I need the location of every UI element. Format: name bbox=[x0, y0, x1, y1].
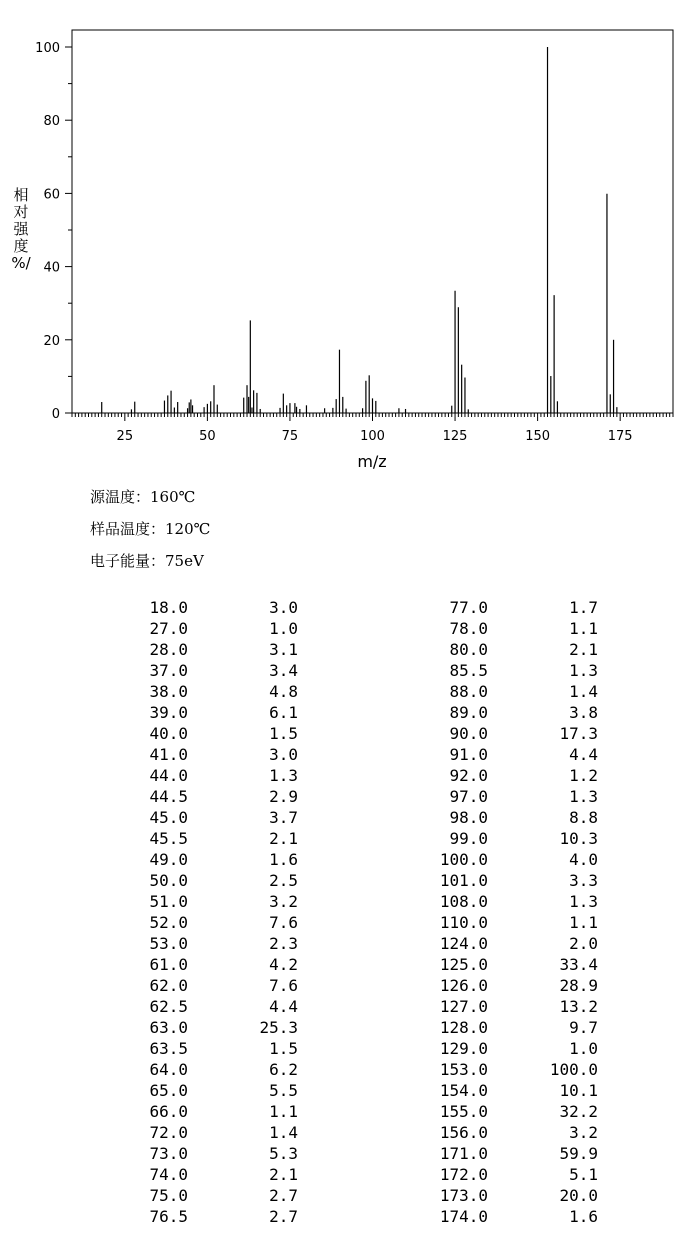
mz-cell: 75.0 bbox=[149, 1186, 188, 1205]
mz-cell: 37.0 bbox=[149, 661, 188, 680]
table-row bbox=[0, 787, 696, 808]
mz-cell: 124.0 bbox=[439, 934, 488, 953]
mz-cell: 101.0 bbox=[439, 871, 488, 890]
mz-cell: 171.0 bbox=[439, 1144, 488, 1163]
intensity-cell: 1.4 bbox=[569, 682, 598, 701]
intensity-cell: 28.9 bbox=[559, 976, 598, 995]
intensity-cell: 1.1 bbox=[569, 913, 598, 932]
intensity-cell: 1.0 bbox=[269, 619, 298, 638]
mass-spectrum-chart bbox=[0, 0, 696, 480]
mz-cell: 100.0 bbox=[439, 850, 488, 869]
table-row bbox=[0, 1039, 696, 1060]
intensity-cell: 2.5 bbox=[269, 871, 298, 890]
mz-cell: 98.0 bbox=[449, 808, 488, 827]
intensity-cell: 1.5 bbox=[269, 1039, 298, 1058]
intensity-cell: 17.3 bbox=[559, 724, 598, 743]
intensity-cell: 3.8 bbox=[569, 703, 598, 722]
mz-cell: 108.0 bbox=[439, 892, 488, 911]
mz-cell: 74.0 bbox=[149, 1165, 188, 1184]
mz-cell: 127.0 bbox=[439, 997, 488, 1016]
mz-cell: 62.0 bbox=[149, 976, 188, 995]
table-row bbox=[0, 955, 696, 976]
intensity-cell: 1.3 bbox=[569, 661, 598, 680]
mz-cell: 110.0 bbox=[439, 913, 488, 932]
mz-cell: 77.0 bbox=[449, 598, 488, 617]
y-tick-label: 80 bbox=[43, 114, 60, 130]
table-row bbox=[0, 619, 696, 640]
x-tick-label: 100 bbox=[360, 429, 385, 444]
mz-cell: 72.0 bbox=[149, 1123, 188, 1142]
table-row bbox=[0, 1018, 696, 1039]
intensity-cell: 2.1 bbox=[569, 640, 598, 659]
table-row bbox=[0, 1186, 696, 1207]
mz-cell: 64.0 bbox=[149, 1060, 188, 1079]
mz-cell: 80.0 bbox=[449, 640, 488, 659]
x-tick-label: 150 bbox=[525, 429, 551, 444]
intensity-cell: 25.3 bbox=[259, 1018, 298, 1037]
mz-cell: 126.0 bbox=[439, 976, 488, 995]
intensity-cell: 3.0 bbox=[269, 598, 298, 617]
y-tick-label: 20 bbox=[43, 333, 60, 349]
intensity-cell: 1.3 bbox=[569, 892, 598, 911]
y-axis-label-char: 相 bbox=[13, 186, 29, 204]
intensity-cell: 100.0 bbox=[549, 1060, 598, 1079]
intensity-cell: 33.4 bbox=[559, 955, 598, 974]
y-axis-label-char: %/ bbox=[11, 254, 31, 272]
y-tick-label: 60 bbox=[43, 187, 60, 203]
mz-cell: 172.0 bbox=[439, 1165, 488, 1184]
mz-cell: 40.0 bbox=[149, 724, 188, 743]
intensity-cell: 3.3 bbox=[569, 871, 598, 890]
mz-cell: 49.0 bbox=[149, 850, 188, 869]
y-tick-label: 40 bbox=[43, 260, 60, 276]
x-tick-label: 125 bbox=[442, 429, 468, 444]
intensity-cell: 59.9 bbox=[559, 1144, 598, 1163]
mz-cell: 173.0 bbox=[439, 1186, 488, 1205]
mz-cell: 154.0 bbox=[439, 1081, 488, 1100]
intensity-cell: 1.3 bbox=[569, 787, 598, 806]
mz-cell: 27.0 bbox=[149, 619, 188, 638]
condition-line: 样品温度：120℃ bbox=[90, 520, 211, 538]
intensity-cell: 3.2 bbox=[569, 1123, 598, 1142]
intensity-cell: 3.4 bbox=[269, 661, 298, 680]
intensity-cell: 7.6 bbox=[269, 913, 298, 932]
condition-line: 电子能量：75eV bbox=[90, 552, 204, 570]
mz-cell: 90.0 bbox=[449, 724, 488, 743]
table-row bbox=[0, 934, 696, 955]
mz-cell: 129.0 bbox=[439, 1039, 488, 1058]
intensity-cell: 10.1 bbox=[559, 1081, 598, 1100]
intensity-cell: 8.8 bbox=[569, 808, 598, 827]
mz-cell: 45.5 bbox=[149, 829, 188, 848]
y-tick-label: 100 bbox=[35, 41, 60, 56]
x-tick-label: 50 bbox=[199, 429, 216, 444]
mz-cell: 128.0 bbox=[439, 1018, 488, 1037]
intensity-cell: 3.0 bbox=[269, 745, 298, 764]
intensity-cell: 2.7 bbox=[269, 1207, 298, 1226]
intensity-cell: 1.3 bbox=[269, 766, 298, 785]
intensity-cell: 9.7 bbox=[569, 1018, 598, 1037]
intensity-cell: 6.1 bbox=[269, 703, 298, 722]
intensity-cell: 1.0 bbox=[569, 1039, 598, 1058]
mz-cell: 153.0 bbox=[439, 1060, 488, 1079]
intensity-cell: 1.2 bbox=[569, 766, 598, 785]
mz-cell: 45.0 bbox=[149, 808, 188, 827]
plot-frame bbox=[72, 30, 673, 413]
mz-cell: 89.0 bbox=[449, 703, 488, 722]
intensity-cell: 4.4 bbox=[569, 745, 598, 764]
intensity-cell: 20.0 bbox=[559, 1186, 598, 1205]
table-row bbox=[0, 1123, 696, 1144]
intensity-cell: 2.9 bbox=[269, 787, 298, 806]
mz-cell: 63.5 bbox=[149, 1039, 188, 1058]
mz-cell: 52.0 bbox=[149, 913, 188, 932]
intensity-cell: 1.7 bbox=[569, 598, 598, 617]
x-axis-label: m/z bbox=[357, 452, 387, 471]
intensity-cell: 2.1 bbox=[269, 829, 298, 848]
table-row bbox=[0, 1207, 696, 1228]
mz-cell: 156.0 bbox=[439, 1123, 488, 1142]
intensity-cell: 2.3 bbox=[269, 934, 298, 953]
intensity-cell: 13.2 bbox=[559, 997, 598, 1016]
mz-cell: 38.0 bbox=[149, 682, 188, 701]
mz-cell: 39.0 bbox=[149, 703, 188, 722]
y-tick-label: 0 bbox=[51, 407, 60, 422]
intensity-cell: 5.1 bbox=[569, 1165, 598, 1184]
table-row bbox=[0, 598, 696, 619]
table-row bbox=[0, 682, 696, 703]
mz-cell: 65.0 bbox=[149, 1081, 188, 1100]
table-row bbox=[0, 1144, 696, 1165]
y-axis-label-char: 强 bbox=[13, 220, 29, 238]
table-row bbox=[0, 871, 696, 892]
intensity-cell: 1.1 bbox=[569, 619, 598, 638]
intensity-cell: 1.5 bbox=[269, 724, 298, 743]
mz-cell: 91.0 bbox=[449, 745, 488, 764]
table-row bbox=[0, 1081, 696, 1102]
y-axis-label-char: 对 bbox=[13, 203, 29, 221]
mz-cell: 61.0 bbox=[149, 955, 188, 974]
intensity-cell: 3.7 bbox=[269, 808, 298, 827]
mz-cell: 63.0 bbox=[149, 1018, 188, 1037]
intensity-cell: 3.1 bbox=[269, 640, 298, 659]
mz-cell: 66.0 bbox=[149, 1102, 188, 1121]
intensity-cell: 4.0 bbox=[569, 850, 598, 869]
intensity-cell: 1.4 bbox=[269, 1123, 298, 1142]
mz-cell: 99.0 bbox=[449, 829, 488, 848]
mz-cell: 44.0 bbox=[149, 766, 188, 785]
y-axis-label bbox=[11, 186, 31, 272]
mz-cell: 92.0 bbox=[449, 766, 488, 785]
table-row bbox=[0, 829, 696, 850]
mz-cell: 174.0 bbox=[439, 1207, 488, 1226]
condition-line: 源温度：160℃ bbox=[90, 488, 196, 506]
intensity-cell: 1.6 bbox=[569, 1207, 598, 1226]
table-row bbox=[0, 640, 696, 661]
intensity-cell: 4.2 bbox=[269, 955, 298, 974]
mz-cell: 53.0 bbox=[149, 934, 188, 953]
intensity-cell: 1.6 bbox=[269, 850, 298, 869]
intensity-cell: 32.2 bbox=[559, 1102, 598, 1121]
table-row bbox=[0, 703, 696, 724]
intensity-cell: 6.2 bbox=[269, 1060, 298, 1079]
table-row bbox=[0, 766, 696, 787]
mz-cell: 76.5 bbox=[149, 1207, 188, 1226]
mz-cell: 73.0 bbox=[149, 1144, 188, 1163]
table-row bbox=[0, 976, 696, 997]
table-row bbox=[0, 997, 696, 1018]
mz-cell: 155.0 bbox=[439, 1102, 488, 1121]
intensity-cell: 5.3 bbox=[269, 1144, 298, 1163]
mz-cell: 44.5 bbox=[149, 787, 188, 806]
mz-cell: 28.0 bbox=[149, 640, 188, 659]
intensity-cell: 2.7 bbox=[269, 1186, 298, 1205]
y-axis-label-char: 度 bbox=[13, 237, 29, 255]
table-row bbox=[0, 913, 696, 934]
mz-cell: 85.5 bbox=[449, 661, 488, 680]
intensity-cell: 5.5 bbox=[269, 1081, 298, 1100]
table-row bbox=[0, 892, 696, 913]
mz-cell: 18.0 bbox=[149, 598, 188, 617]
table-row bbox=[0, 724, 696, 745]
table-row bbox=[0, 661, 696, 682]
x-tick-label: 175 bbox=[607, 429, 633, 444]
intensity-cell: 10.3 bbox=[559, 829, 598, 848]
mz-cell: 78.0 bbox=[449, 619, 488, 638]
intensity-cell: 1.1 bbox=[269, 1102, 298, 1121]
intensity-cell: 2.1 bbox=[269, 1165, 298, 1184]
table-row bbox=[0, 808, 696, 829]
intensity-cell: 2.0 bbox=[569, 934, 598, 953]
intensity-cell: 4.8 bbox=[269, 682, 298, 701]
mz-cell: 125.0 bbox=[439, 955, 488, 974]
table-row bbox=[0, 1102, 696, 1123]
mz-cell: 88.0 bbox=[449, 682, 488, 701]
table-row bbox=[0, 1060, 696, 1081]
mz-cell: 41.0 bbox=[149, 745, 188, 764]
mz-cell: 50.0 bbox=[149, 871, 188, 890]
table-row bbox=[0, 850, 696, 871]
x-tick-label: 75 bbox=[281, 429, 299, 444]
table-row bbox=[0, 745, 696, 766]
x-tick-label: 25 bbox=[116, 429, 134, 444]
mz-cell: 97.0 bbox=[449, 787, 488, 806]
intensity-cell: 3.2 bbox=[269, 892, 298, 911]
intensity-cell: 7.6 bbox=[269, 976, 298, 995]
mz-cell: 62.5 bbox=[149, 997, 188, 1016]
mz-cell: 51.0 bbox=[149, 892, 188, 911]
intensity-cell: 4.4 bbox=[269, 997, 298, 1016]
table-row bbox=[0, 1165, 696, 1186]
